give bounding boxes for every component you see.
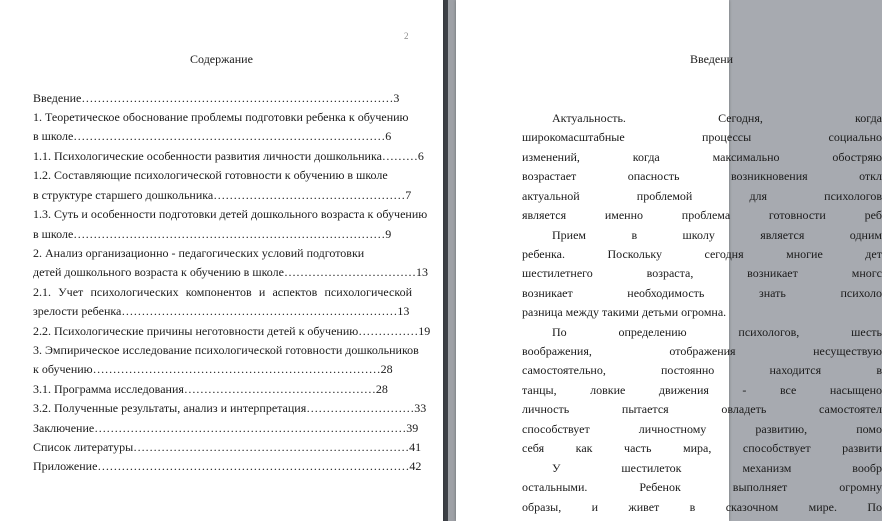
toc-entry: 2. Анализ организационно - педагогических условий подготовки <box>33 246 365 260</box>
paragraph-line: возрастает опасность возникновения откл <box>522 169 882 183</box>
toc-entry: в школе……………………………………………………………………9 <box>33 227 392 241</box>
toc-entry: 1. Теоретическое обоснование проблемы подготовки ребенка к обучению <box>33 110 409 124</box>
toc-entry: 1.3. Суть и особенности подготовки детей дошкольного возраста к обучению <box>33 207 428 221</box>
toc-entry: зрелости ребенка……………………………………………………………13 <box>33 304 410 318</box>
paragraph-line: самостоятельно, постоянно находится в <box>522 363 882 377</box>
paragraph-line: возникает необходимость знать психоло <box>522 286 882 300</box>
paragraph-line: актуальной проблемой для психологов <box>522 189 882 203</box>
toc-entry: Приложение……………………………………………………………………42 <box>33 459 422 473</box>
toc-entry: 2.1. Учет психологических компонентов и аспектов психологической <box>33 285 412 299</box>
paragraph-line: Актуальность. Сегодня, когда <box>552 111 882 125</box>
section-title: Введени <box>690 52 734 66</box>
toc-entry: 3.2. Полученные результаты, анализ и интерпретация………………………33 <box>33 401 427 415</box>
paragraph-line: остальными. Ребенок выполняет огромну <box>522 480 882 494</box>
paragraph-line: Прием в школу является одним <box>552 228 882 242</box>
paragraph-line: танцы, ловкие движения - все насыщено <box>522 383 882 397</box>
paragraph-line: личность пытается овладеть самостоятел <box>522 402 882 416</box>
toc-entry: 2.2. Психологические причины неготовности детей к обучению……………19 <box>33 324 431 338</box>
paragraph-line: способствует личностному развитию, помо <box>522 422 882 436</box>
paragraph-line: воображения, отображения несуществую <box>522 344 882 358</box>
paragraph-line: изменений, когда максимально обостряю <box>522 150 882 164</box>
paragraph-line: себя как часть мира, способствует развити <box>522 441 882 455</box>
toc-entry: 1.1. Психологические особенности развития личности дошкольника………6 <box>33 149 424 163</box>
paragraph-line: ребенка. Поскольку сегодня многие дет <box>522 247 882 261</box>
paragraph-line: образы, и живет в сказочном мире. По <box>522 500 882 514</box>
toc-entry: к обучению………………………………………………………………28 <box>33 362 393 376</box>
page-number: 2 <box>404 31 409 41</box>
toc-entry: 3. Эмпирическое исследование психологической готовности дошкольников <box>33 343 419 357</box>
paragraph-line: разница между такими детьми огромна. <box>522 305 727 319</box>
page-gutter-shadow <box>448 0 456 521</box>
toc-entry: в структуре старшего дошкольника…………………………………………7 <box>33 188 412 202</box>
toc-entry: 1.2. Составляющие психологической готовности к обучению в школе <box>33 168 388 182</box>
paragraph-line: По определению психологов, шесть <box>552 325 882 339</box>
toc-entry: 3.1. Программа исследования…………………………………………28 <box>33 382 388 396</box>
toc-entry: Заключение……………………………………………………………………39 <box>33 421 419 435</box>
document-page-right[interactable] <box>456 0 882 521</box>
toc-entry: Введение……………………………………………………………………3 <box>33 91 400 105</box>
paragraph-line: широкомасштабные процессы социально <box>522 130 882 144</box>
toc-entry: детей дошкольного возраста к обучению в школе……………………………13 <box>33 265 428 279</box>
paragraph-line: шестилетнего возраста, возникает многс <box>522 266 882 280</box>
toc-title: Содержание <box>190 52 253 66</box>
toc-entry: в школе……………………………………………………………………6 <box>33 129 392 143</box>
paragraph-line: У шестилеток механизм вообр <box>552 461 882 475</box>
toc-entry: Список литературы……………………………………………………………41 <box>33 440 422 454</box>
paragraph-line: является именно проблема готовности реб <box>522 208 882 222</box>
